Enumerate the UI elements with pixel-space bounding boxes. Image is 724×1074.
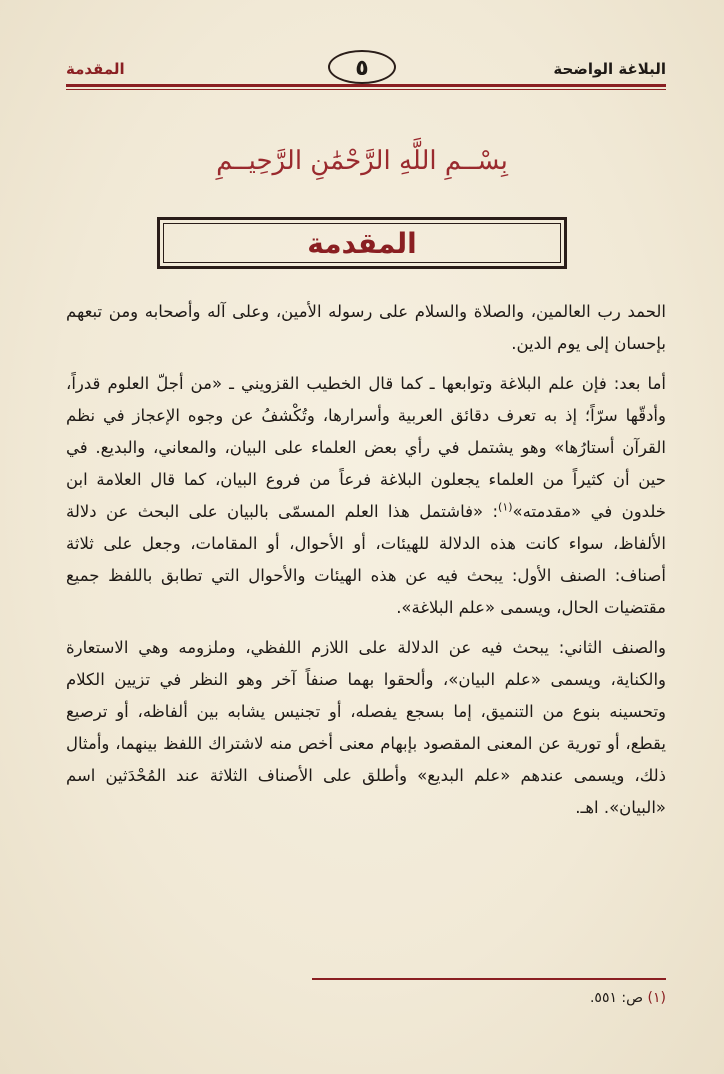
footnote xyxy=(66,990,666,1006)
header-rule-thin xyxy=(66,89,666,90)
footnote-number: (١) xyxy=(647,990,666,1006)
paragraph-second-category: والصنف الثاني: يبحث فيه عن الدلالة على اللازم اللفظي، وملزومه وهي الاستعارة والكناية، ويسمى «علم البيان»، وألحقوا بهما صنفاً آخر وهو النظر في تزيين الكلام وتحسينه بنوع من التنميق، إما بسجع يفصله، أو تجنيس يشابه بين ألفاظه، أو ترصيع يقطع، أو تورية عن المعنى المقصود بإبهام معنى أخص منه لاشتراك اللفظ بينهما، وأمثال ذلك، ويسمى عندهم «علم البديع» وأطلق على الأصناف الثلاثة عند المُحْدَثين اسم «البيان». اهـ. xyxy=(66,638,666,817)
running-book-title: البلاغة الواضحة xyxy=(553,60,666,78)
running-section-title: المقدمة xyxy=(66,60,125,78)
page-number: ٥ xyxy=(328,50,396,84)
paragraph-intro-colon: : xyxy=(483,502,499,521)
basmala: بِسْــمِ اللَّهِ الرَّحْمَٰنِ الرَّحِيــمِ xyxy=(216,146,508,176)
paragraph-intro-text: أما بعد: فإن علم البلاغة وتوابعها ـ كما قال الخطيب القزويني ـ «من أجلّ العلوم قدراً، وأدقّها سرّاً؛ إذ به تعرف دقائق العربية وأسرارها، وتُكْشفُ عن وجوه الإعجاز في نظم القرآن أستارُها» وهو يشتمل في رأي بعض العلماء على البيان، والمعاني، والبديع. في حين أن كثيراً من العلماء يجعلون البلاغة فرعاً من فروع البيان، كما قال العلامة ابن خلدون في «مقدمته» xyxy=(66,374,666,521)
paragraph-quote-text: «فاشتمل هذا العلم المسمّى بالبيان على البحث عن دلالة الألفاظ، سواء كانت هذه الدلالة للهيئات، أو الأحوال، أو المقامات، وجعل على ثلاثة أصناف: الصنف الأول: يبحث فيه عن هذه الهيئات والأحوال التي تطابق باللفظ جميع مقتضيات الحال، ويسمى «علم البلاغة». xyxy=(66,502,666,617)
chapter-title-frame xyxy=(157,217,567,269)
footnote-reference: (١) xyxy=(498,500,513,514)
header-rule xyxy=(66,84,666,87)
body-text xyxy=(66,296,666,832)
paragraph-intro xyxy=(66,368,666,624)
paragraph-praise: الحمد رب العالمين، والصلاة والسلام على رسوله الأمين، وعلى آله وأصحابه ومن تبعهم بإحسان إلى يوم الدين. xyxy=(66,302,666,353)
footnote-rule xyxy=(312,978,666,980)
chapter-title: المقدمة xyxy=(163,223,561,263)
footnote-text: ص: ٥٥١. xyxy=(589,990,644,1006)
